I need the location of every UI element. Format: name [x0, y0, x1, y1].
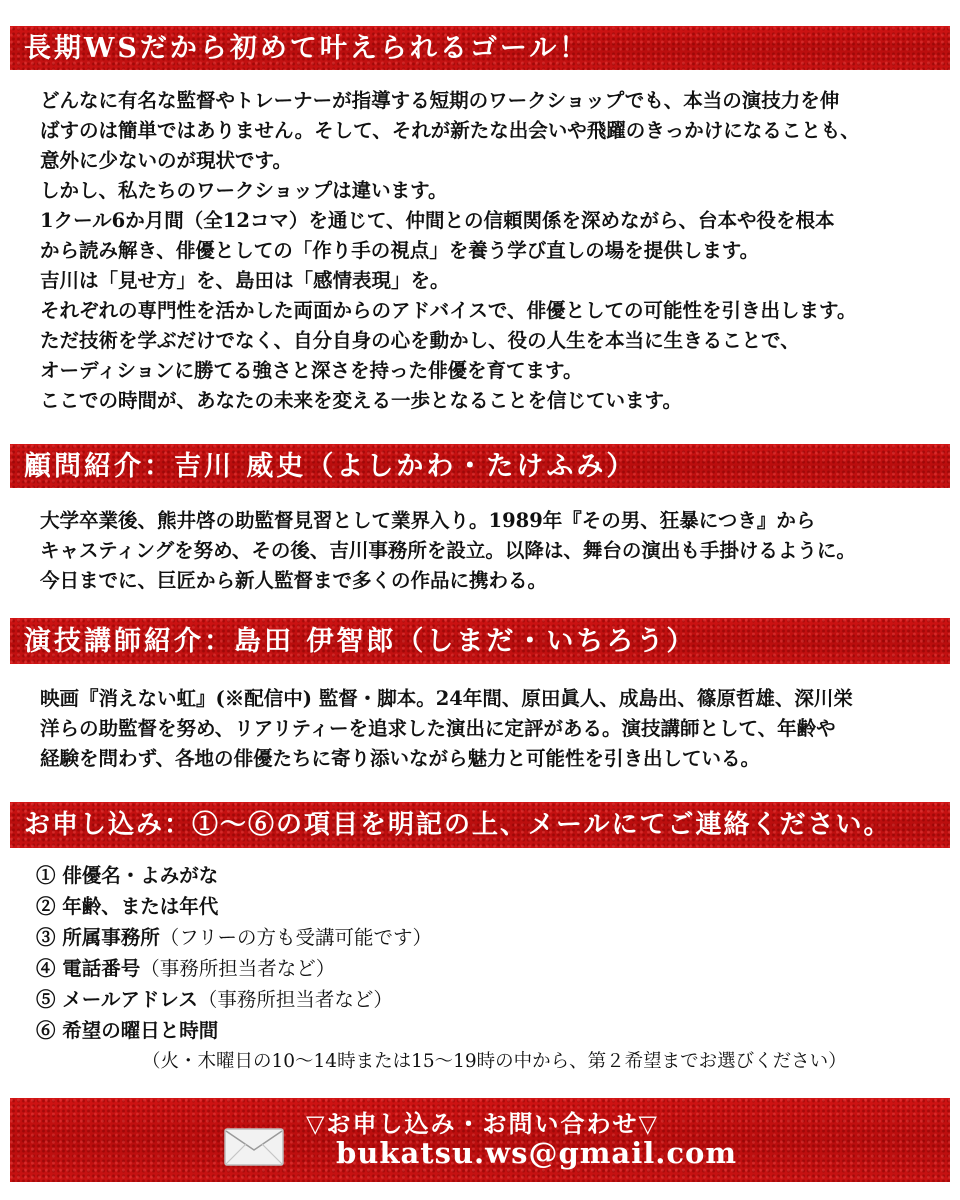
list-item — [36, 984, 936, 1015]
goal-body — [40, 86, 940, 416]
list-item — [36, 922, 936, 953]
item-label: ⑤ メールアドレス — [36, 988, 198, 1011]
body-line: 意外に少ないのが現状です。 — [40, 149, 292, 172]
section-title: お申し込み：①〜⑥の項目を明記の上、メールにてご連絡ください。 — [24, 810, 892, 840]
body-line: 大学卒業後、熊井啓の助監督見習として業界入り。1989年『その男、狂暴につき』から — [40, 509, 816, 532]
contact-footer — [10, 1098, 950, 1182]
section-title: 長期WSだから初めて叶えられるゴール！ — [24, 32, 590, 64]
body-line: 1クール6か月間（全12コマ）を通じて、仲間との信頼関係を深めながら、台本や役を根本 — [40, 209, 835, 232]
advisor-body — [40, 506, 940, 596]
body-line: 今日までに、巨匠から新人監督まで多くの作品に携わる。 — [40, 569, 548, 592]
body-line: ただ技術を学ぶだけでなく、自分自身の心を動かし、役の人生を本当に生きることで、 — [40, 329, 800, 352]
instructor-body — [40, 684, 940, 774]
body-line: オーディションに勝てる強さと深さを持った俳優を育てます。 — [40, 359, 583, 382]
body-line: それぞれの専門性を活かした両面からのアドバイスで、俳優としての可能性を引き出します。 — [40, 299, 857, 322]
section-header-goal — [10, 26, 950, 70]
list-item — [36, 953, 936, 984]
item-note: （フリーの方も受講可能です） — [159, 926, 433, 949]
contact-email-link[interactable]: bukatsu.ws@gmail.com — [336, 1136, 738, 1170]
body-line: ここでの時間が、あなたの未来を変える一歩となることを信じています。 — [40, 389, 682, 412]
item-label: ④ 電話番号 — [36, 957, 141, 980]
body-line: ばすのは簡単ではありません。そして、それが新たな出会いや飛躍のきっかけになることも、 — [40, 119, 860, 142]
item-label: ③ 所属事務所 — [36, 926, 160, 949]
body-line: 経験を問わず、各地の俳優たちに寄り添いながら魅力と可能性を引き出している。 — [40, 747, 760, 770]
item-label: ⑥ 希望の曜日と時間 — [36, 1019, 219, 1042]
section-header-advisor — [10, 444, 950, 488]
item-label: ② 年齢、または年代 — [36, 895, 219, 918]
body-line: から読み解き、俳優としての「作り手の視点」を養う学び直しの場を提供します。 — [40, 239, 760, 262]
contact-heading: ▽お申し込み・お問い合わせ▽ — [306, 1109, 659, 1138]
section-title: 顧問紹介：吉川 威史（よしかわ・たけふみ） — [24, 450, 637, 482]
item-note: （事務所担当者など） — [197, 988, 393, 1011]
list-item — [36, 860, 936, 891]
section-header-apply — [10, 802, 950, 848]
list-item — [36, 891, 936, 922]
body-line: 映画『消えない虹』(※配信中) 監督・脚本。24年間、原田眞人、成島出、篠原哲雄、深川栄 — [40, 687, 853, 710]
section-title: 演技講師紹介：島田 伊智郎（しまだ・いちろう） — [24, 625, 697, 657]
envelope-icon — [224, 1128, 284, 1166]
schedule-note: （火・木曜日の10〜14時または15〜19時の中から、第２希望までお選びください） — [142, 1051, 847, 1072]
body-line: 洋らの助監督を努め、リアリティーを追求した演出に定評がある。演技講師として、年齢や — [40, 717, 836, 740]
item-label: ① 俳優名・よみがな — [36, 864, 219, 887]
body-line: キャスティングを努め、その後、吉川事務所を設立。以降は、舞台の演出も手掛けるように。 — [40, 539, 856, 562]
list-item — [36, 1015, 936, 1046]
section-header-instructor — [10, 618, 950, 664]
apply-list — [36, 860, 936, 1077]
body-line: 吉川は「見せ方」を、島田は「感情表現」を。 — [40, 269, 450, 292]
body-line: どんなに有名な監督やトレーナーが指導する短期のワークショップでも、本当の演技力を伸 — [40, 89, 840, 112]
body-line: しかし、私たちのワークショップは違います。 — [40, 179, 448, 202]
item-note: （事務所担当者など） — [140, 957, 336, 980]
